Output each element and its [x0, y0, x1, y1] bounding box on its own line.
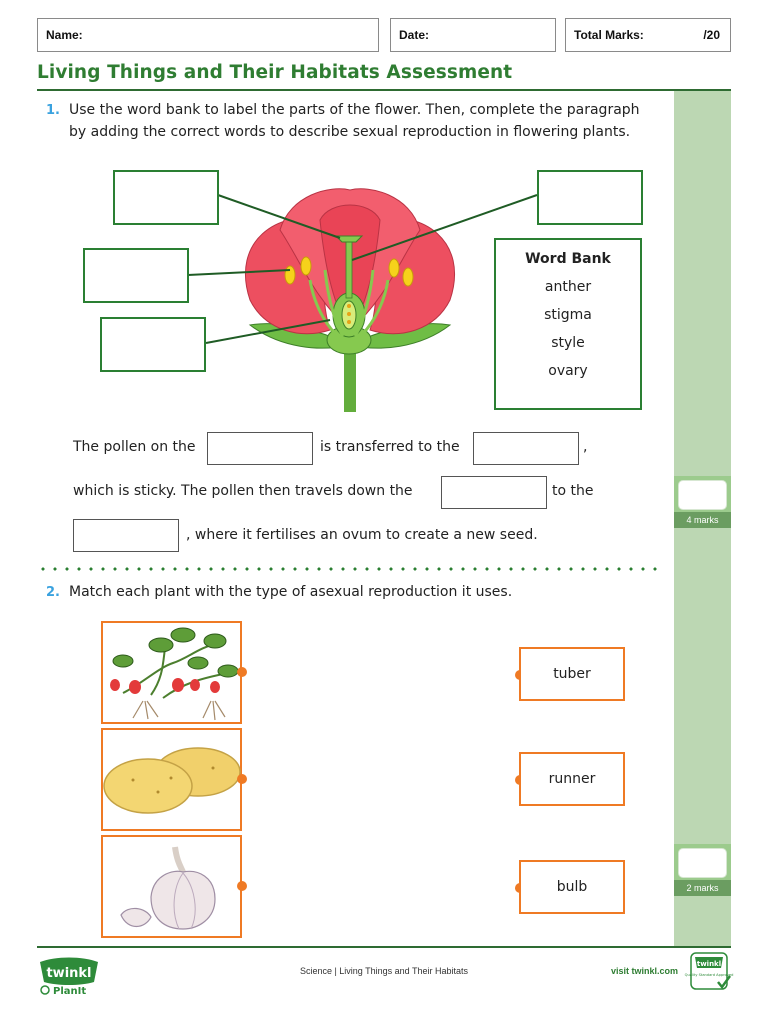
q2-marks-slot: [674, 844, 731, 896]
footer-subject: Science | Living Things and Their Habitats: [299, 966, 469, 976]
word-bank-item: stigma: [544, 307, 592, 323]
date-label: Date:: [399, 28, 430, 42]
paragraph-text: The pollen on the: [73, 439, 196, 455]
paragraph-text: , where it fertilises an ovum to create a new seed.: [186, 527, 538, 543]
word-bank-title: Word Bank: [525, 251, 611, 267]
twinkl-planit-logo: [36, 956, 102, 996]
strawberry-plant-icon: [103, 623, 244, 726]
answer-box-bulb[interactable]: bulb: [519, 860, 625, 914]
potato-image: [101, 728, 242, 831]
word-bank-item: style: [551, 335, 585, 351]
label-box-middle-left[interactable]: [83, 248, 189, 303]
seal-sub-text: Quality Standard Approved: [684, 973, 734, 977]
word-bank: [494, 238, 642, 410]
label-box-top-left[interactable]: [113, 170, 219, 225]
q1-marks-slot: [674, 476, 731, 528]
potato-connector-dot[interactable]: [237, 774, 247, 784]
potato-icon: [103, 730, 244, 833]
q2-text: Match each plant with the type of asexual reproduction it uses.: [69, 584, 513, 600]
garlic-icon: [103, 837, 244, 940]
paragraph-blank-1[interactable]: [207, 432, 313, 465]
paragraph-text: ,: [583, 439, 588, 455]
logo-text: twinkl: [46, 966, 92, 981]
paragraph-text: to the: [552, 483, 594, 499]
answer-box-runner[interactable]: runner: [519, 752, 625, 806]
paragraph-blank-3[interactable]: [441, 476, 547, 509]
label-box-bottom-left[interactable]: [100, 317, 206, 372]
footer-divider: [37, 946, 731, 948]
answer-box-tuber[interactable]: tuber: [519, 647, 625, 701]
section-divider: [37, 567, 657, 571]
page-title: Living Things and Their Habitats Assessment: [37, 62, 513, 83]
q1-number: 1.: [46, 103, 60, 118]
logo-sub-text: PlanIt: [53, 986, 87, 997]
strawberry-connector-dot[interactable]: [237, 667, 247, 677]
q1-marks-input[interactable]: [678, 480, 727, 510]
total-marks-label: Total Marks:: [574, 28, 644, 42]
name-label: Name:: [46, 28, 83, 42]
paragraph-blank-2[interactable]: [473, 432, 579, 465]
total-marks-max: /20: [703, 28, 720, 42]
word-bank-item: ovary: [548, 363, 588, 379]
paragraph-text: is transferred to the: [320, 439, 460, 455]
strawberry-plant-image: [101, 621, 242, 724]
quality-seal-icon: [684, 952, 734, 992]
garlic-image: [101, 835, 242, 938]
q2-number: 2.: [46, 585, 60, 600]
q2-marks-input[interactable]: [678, 848, 727, 878]
twinkl-logo-icon: [36, 956, 102, 996]
seal-text: twinkl: [696, 960, 722, 968]
footer-link[interactable]: visit twinkl.com: [611, 966, 679, 976]
paragraph-blank-4[interactable]: [73, 519, 179, 552]
garlic-connector-dot[interactable]: [237, 881, 247, 891]
word-bank-item: anther: [544, 279, 592, 295]
quality-seal: [684, 952, 734, 992]
q2-marks-label: 2 marks: [674, 880, 731, 896]
q1-text: Use the word bank to label the parts of the flower. Then, complete the paragraph by adding the correct words to describe sexual reproduction in flowering plants.: [69, 102, 640, 140]
paragraph-text: which is sticky. The pollen then travels down the: [73, 483, 413, 499]
q1-marks-label: 4 marks: [674, 512, 731, 528]
label-box-top-right[interactable]: [537, 170, 643, 225]
